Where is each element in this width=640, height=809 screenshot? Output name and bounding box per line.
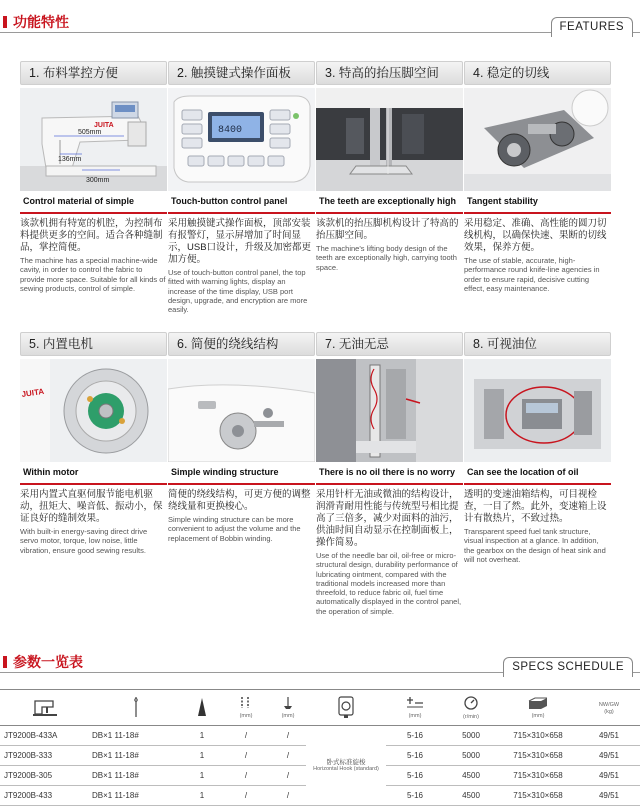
- feature-desc: [168, 489, 315, 543]
- cell-model: JT9200B-305: [0, 765, 90, 785]
- photo-motor: [20, 359, 167, 462]
- hook-en: Horizontal Hook (standard): [313, 766, 379, 773]
- feature-desc-zh: 透明的变速油箱结构，可目视检查，一目了然。此外，变速箱上设计有散热片，不致过热。: [464, 489, 607, 524]
- cell-size: 715×310×658: [498, 765, 578, 785]
- specs-title: 参数一览表: [13, 654, 83, 670]
- feature-desc-en: The machine has a special machine-wide cavity, in order to control the fabric to provide more space. Suitable for all kinds of sewing products, control of simple.: [20, 256, 166, 293]
- feature-caption: There is no oil there is no worry: [316, 465, 463, 485]
- feature-desc-en: The use of stable, accurate, high-performance round knife-line agencies in order to ensure rapid, decisive cutting effect, easy maintenance.: [464, 256, 600, 293]
- header-unit: (mm): [531, 713, 545, 720]
- feature-title: 8. 可视油位: [464, 332, 611, 356]
- cell-weight: 49/51: [578, 745, 640, 765]
- feature-desc: [316, 489, 463, 616]
- features-title-en: FEATURES: [551, 17, 634, 37]
- cell-weight: 49/51: [578, 725, 640, 745]
- cell-speed: 5000: [444, 725, 498, 745]
- cell-value: /: [222, 745, 270, 765]
- feature-desc-zh: 采用触摸键式操作面板，顶部安装有报警灯，显示屏增加了时间显示，USB口设计，升级及加密都更加方便。: [168, 218, 312, 265]
- hook-zh: 卧式标准旋梭: [326, 759, 366, 767]
- feature-desc-zh: 采用稳定、准确、高性能的圆刀切线机构，以确保快速、果断的切线效果，保养方便。: [464, 218, 607, 253]
- cell-hook: [306, 725, 386, 805]
- brand-logo: JUITA: [21, 386, 45, 399]
- feature-title: 3. 特高的抬压脚空间: [316, 61, 463, 85]
- photo-sewing-machine: [20, 88, 167, 191]
- feature-desc-en: The machine's lifting body design of the teeth are exceptionally high, carrying tooth space.: [316, 244, 457, 272]
- cell-count: 1: [182, 745, 222, 765]
- cell-size: 715×310×658: [498, 745, 578, 765]
- feature-caption: Can see the location of oil: [464, 465, 611, 485]
- feature-desc-zh: 采用内置式直驱伺服节能电机驱动，扭矩大、噪音低、振动小，保证良好的缝制效果。: [20, 489, 163, 524]
- feature-desc-en: With built-in energy-saving direct drive servo motor, torque, low noise, little vibration, ensure good sewing results.: [20, 527, 148, 555]
- header-weight: [578, 691, 640, 725]
- photo-presser-foot: [316, 88, 463, 191]
- photo-needle-bar: [316, 359, 463, 462]
- header-rule: [0, 32, 640, 33]
- cell-model: JT9200B-333: [0, 745, 90, 765]
- feature-caption: Touch-button control panel: [168, 194, 315, 214]
- feature-desc: [20, 489, 167, 555]
- header-machine-icon: [0, 691, 90, 725]
- cell-value: /: [222, 765, 270, 785]
- photo-control-panel: [168, 88, 315, 191]
- header-unit: (r/min): [463, 714, 479, 721]
- feature-desc-en: Use of the needle bar oil, oil-free or micro-structural design, durability performance of lubricating ointment, compared with the traditional models increased more than threefold, to reduce fabric oil, fuel time automatically displayed in the control panel, the operation of simple.: [316, 551, 462, 616]
- cell-value: /: [270, 725, 306, 745]
- photo-oil-tank: [464, 359, 611, 462]
- cell-count: 1: [182, 785, 222, 805]
- cell-count: 1: [182, 765, 222, 785]
- cell-size: 715×310×658: [498, 725, 578, 745]
- feature-desc: [464, 218, 611, 293]
- table-header-row: [0, 691, 640, 725]
- cell-value: /: [222, 725, 270, 745]
- feature-caption: Simple winding structure: [168, 465, 315, 485]
- feature-caption: Control material of simple: [20, 194, 167, 214]
- feature-desc-en: Transparent speed fuel tank structure, visual inspection at a glance. In addition, the gearbox on the design of heat sink and will not overheat.: [464, 527, 606, 564]
- cell-needle: DB×1 11-18#: [90, 745, 182, 765]
- feature-title: 1. 布料掌控方便: [20, 61, 167, 85]
- cell-needle: DB×1 11-18#: [90, 785, 182, 805]
- accent-bar: [3, 16, 7, 28]
- feature-desc: [464, 489, 611, 564]
- feature-desc-zh: 简便的绕线结构，可更方便的调整绕线量和更换梭心。: [168, 489, 311, 512]
- header-presser-lift-icon: [270, 691, 306, 725]
- feature-title: 7. 无油无忌: [316, 332, 463, 356]
- feature-caption: Within motor: [20, 465, 167, 485]
- feature-desc: [316, 218, 463, 272]
- cell-model: JT9200B-433: [0, 785, 90, 805]
- feature-desc-zh: 该款机的抬压脚机构设计了特高的抬压脚空间。: [316, 218, 459, 241]
- cell-stitch: 5-16: [386, 745, 444, 765]
- feature-title: 4. 稳定的切线: [464, 61, 611, 85]
- feature-title: 6. 简便的绕线结构: [168, 332, 315, 356]
- header-package-size-icon: [498, 691, 578, 725]
- header-unit: (mm): [408, 713, 422, 720]
- feature-title: 2. 触摸键式操作面板: [168, 61, 315, 85]
- photo-bobbin-winder: [168, 359, 315, 462]
- feature-desc: [20, 218, 167, 293]
- header-needle-icon: [90, 691, 182, 725]
- feature-title: 5. 内置电机: [20, 332, 167, 356]
- cell-stitch: 5-16: [386, 785, 444, 805]
- header-speed-icon: [444, 691, 498, 725]
- header-unit: (mm): [281, 713, 295, 720]
- specs-header: [0, 648, 640, 674]
- table-top-rule: [0, 689, 640, 690]
- feature-desc-zh: 该款机拥有特宽的机腔，为控制布料提供更多的空间。适合各种缝制品，掌控简便。: [20, 218, 163, 253]
- header-weight-label: NW/GW: [598, 701, 620, 708]
- cell-size: 715×310×658: [498, 785, 578, 805]
- dim-label: 136mm: [58, 156, 82, 163]
- feature-desc: [168, 218, 315, 314]
- cell-weight: 49/51: [578, 765, 640, 785]
- cell-stitch: 5-16: [386, 765, 444, 785]
- table-row: [0, 725, 640, 745]
- header-stitch-length-icon: [386, 691, 444, 725]
- cell-needle: DB×1 11-18#: [90, 765, 182, 785]
- cell-model: JT9200B-433A: [0, 725, 90, 745]
- feature-caption: The teeth are exceptionally high: [316, 194, 463, 214]
- cell-value: /: [270, 765, 306, 785]
- cell-speed: 4500: [444, 785, 498, 805]
- cell-needle: DB×1 11-18#: [90, 725, 182, 745]
- accent-bar: [3, 656, 7, 668]
- specs-table: [0, 691, 640, 806]
- cell-weight: 49/51: [578, 785, 640, 805]
- features-header: [0, 8, 640, 34]
- cell-value: /: [270, 745, 306, 765]
- panel-display: 8400: [218, 125, 243, 136]
- cell-speed: 5000: [444, 745, 498, 765]
- cell-value: /: [222, 785, 270, 805]
- features-title: 功能特性: [13, 14, 69, 30]
- header-hook-icon: [306, 691, 386, 725]
- cell-speed: 4500: [444, 765, 498, 785]
- dim-label: 300mm: [86, 177, 110, 184]
- cell-stitch: 5-16: [386, 725, 444, 745]
- dim-label: 505mm: [78, 129, 102, 136]
- feature-desc-zh: 采用针杆无油或微油的结构设计，润滑青耐用性能与传统型号相比提高了三倍多，减少对面料的油污，供油时间自动显示在控制面板上，操作简易。: [316, 489, 459, 548]
- header-unit: (kg): [604, 708, 614, 715]
- feature-caption: Tangent stability: [464, 194, 611, 214]
- feature-desc-en: Use of touch-button control panel, the top fitted with warning lights, display an increase of the time display, USB port design, upgrade, and encryption are more easily.: [168, 268, 308, 315]
- feature-desc-en: Simple winding structure can be more convenient to adjust the volume and the replacement of Bobbin winding.: [168, 515, 301, 543]
- brand-logo: JUITA: [94, 122, 114, 129]
- header-needle-count-icon: [182, 691, 222, 725]
- header-thread-length-icon: [222, 691, 270, 725]
- cell-value: /: [270, 785, 306, 805]
- specs-title-en: SPECS SCHEDULE: [503, 657, 633, 677]
- header-unit: (mm): [239, 713, 253, 720]
- photo-thread-cutter: [464, 88, 611, 191]
- cell-count: 1: [182, 725, 222, 745]
